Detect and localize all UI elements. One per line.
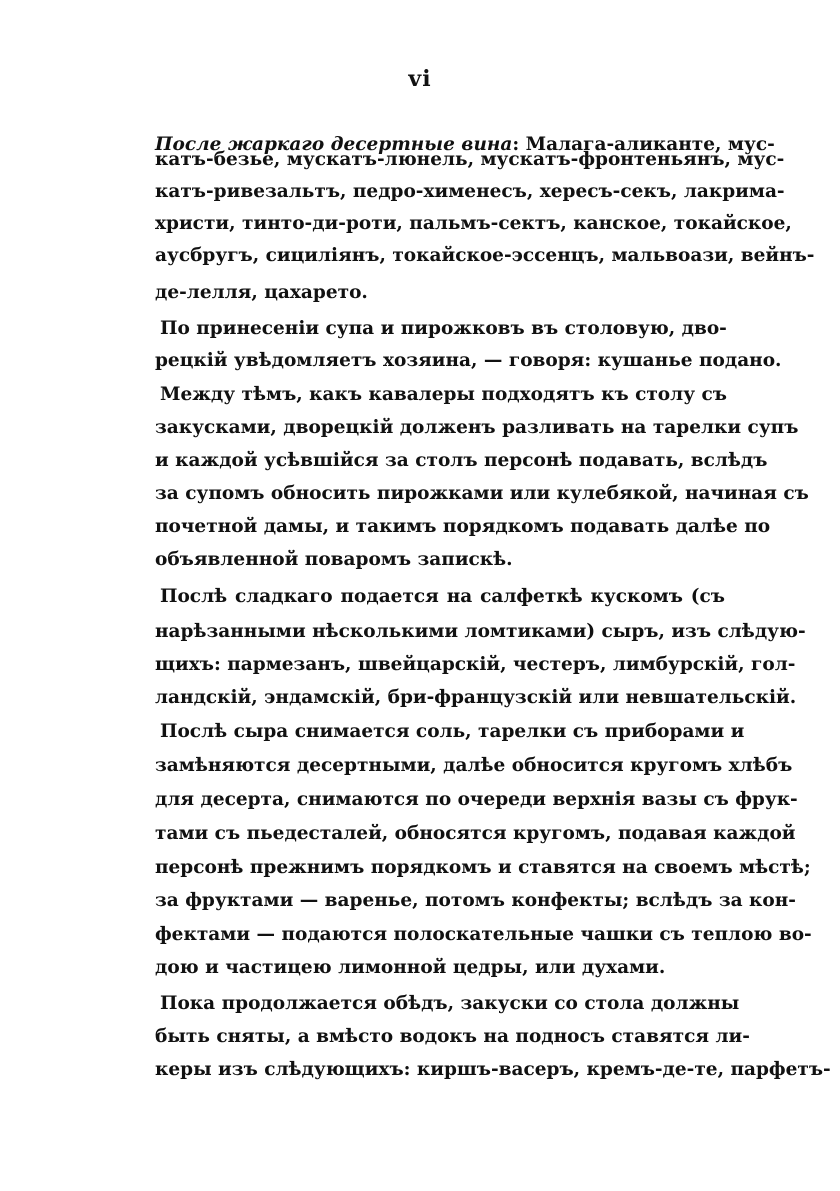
text-line xyxy=(155,1058,831,1082)
text-line xyxy=(155,956,725,980)
line-text: катъ-ривезальтъ, педро-хименесъ, хересъ-секъ, лакрима- xyxy=(155,181,785,202)
line-text: ландскiй, эндамскiй, бри-французскiй или невшательскiй. xyxy=(155,687,797,708)
text-line xyxy=(155,620,806,644)
text-line xyxy=(155,686,797,710)
line-text: почетной дамы, и такимъ порядкомъ подавать далѣе по xyxy=(155,516,771,537)
line-text: де-лелля, цахарето. xyxy=(155,282,368,303)
text-line xyxy=(155,1025,750,1049)
line-text: персонѣ прежнимъ порядкомъ и ставятся на своемъ мѣстѣ; xyxy=(155,857,811,878)
line-text: Послѣ сладкаго подается на салфеткѣ кускомъ (съ xyxy=(160,586,725,607)
text-line xyxy=(155,923,812,947)
line-text: : Малага-аликанте, мус- xyxy=(512,134,775,155)
line-text: Пока продолжается обѣдъ, закуски со стола должны xyxy=(160,993,740,1014)
line-text: керы изъ слѣдующихъ: киршъ-васеръ, кремъ-де-те, парфетъ- xyxy=(155,1059,831,1080)
line-text: замѣняются десертными, далѣе обносится кругомъ хлѣбъ xyxy=(155,755,793,776)
italic-phrase: После жаркаго десертные вина xyxy=(155,134,513,155)
line-text: быть сняты, а вмѣсто водокъ на подносъ ставятся ли- xyxy=(155,1026,750,1047)
line-text: фектами — подаются полоскательные чашки съ теплою во- xyxy=(155,924,812,945)
line-text: По принесенiи супа и пирожковъ въ столовую, дво- xyxy=(160,318,727,339)
text-line xyxy=(155,822,796,846)
line-text: аусбругъ, сицилiянъ, токайское-эссенцъ, мальвоази, вейнъ- xyxy=(155,245,815,266)
text-line xyxy=(155,754,793,778)
line-text: катъ-безье, мускатъ-люнель, мускатъ-фронтеньянъ, мус- xyxy=(155,149,785,170)
text-line xyxy=(155,449,768,473)
line-text: нарѣзанными нѣсколькими ломтиками) сыръ, изъ слѣдую- xyxy=(155,621,806,642)
text-line xyxy=(155,148,785,172)
line-text: за супомъ обносить пирожками или кулебякой, начиная съ xyxy=(155,483,809,504)
line-text: для десерта, снимаются по очереди верхнiя вазы съ фрук- xyxy=(155,789,798,810)
line-text: и каждой усѣвшiйся за столъ персонѣ подавать, вслѣдъ xyxy=(155,450,768,471)
line-text: тами съ пьедесталей, обносятся кругомъ, подавая каждой xyxy=(155,823,796,844)
text-line xyxy=(155,788,798,812)
line-text: рецкiй увѣдомляетъ хозяина, — говоря: кушанье подано. xyxy=(155,350,782,371)
text-line xyxy=(160,383,725,407)
line-text: щихъ: пармезанъ, швейцарскiй, честеръ, лимбурскiй, гол- xyxy=(155,654,796,675)
page-number: vi xyxy=(408,66,432,92)
text-line xyxy=(155,416,799,440)
line-text: за фруктами — варенье, потомъ конфекты; вслѣдъ за кон- xyxy=(155,890,796,911)
line-text: объявленной поваромъ запискѣ. xyxy=(155,549,513,570)
line-text: Послѣ сыра снимается соль, тарелки съ приборами и xyxy=(160,721,745,742)
line-text: дою и частицею лимонной цедры, или духами. xyxy=(155,957,666,978)
text-line xyxy=(155,244,815,268)
line-text: христи, тинто-ди-роти, пальмъ-сектъ, канское, токайское, xyxy=(155,213,792,234)
line-text: закусками, дворецкiй долженъ разливать на тарелки супъ xyxy=(155,417,799,438)
text-line xyxy=(155,856,811,880)
text-line xyxy=(155,212,792,236)
line-text: Между тѣмъ, какъ кавалеры подходятъ къ столу съ xyxy=(160,384,727,405)
text-line xyxy=(155,548,725,572)
text-line xyxy=(155,349,782,373)
text-line xyxy=(160,585,725,609)
text-line xyxy=(155,281,725,305)
text-line xyxy=(160,720,745,744)
text-line xyxy=(155,180,785,204)
text-line xyxy=(155,482,809,506)
text-line xyxy=(155,889,796,913)
text-line xyxy=(155,515,771,539)
text-line xyxy=(155,653,796,677)
text-line xyxy=(160,992,740,1016)
text-line xyxy=(160,317,725,341)
